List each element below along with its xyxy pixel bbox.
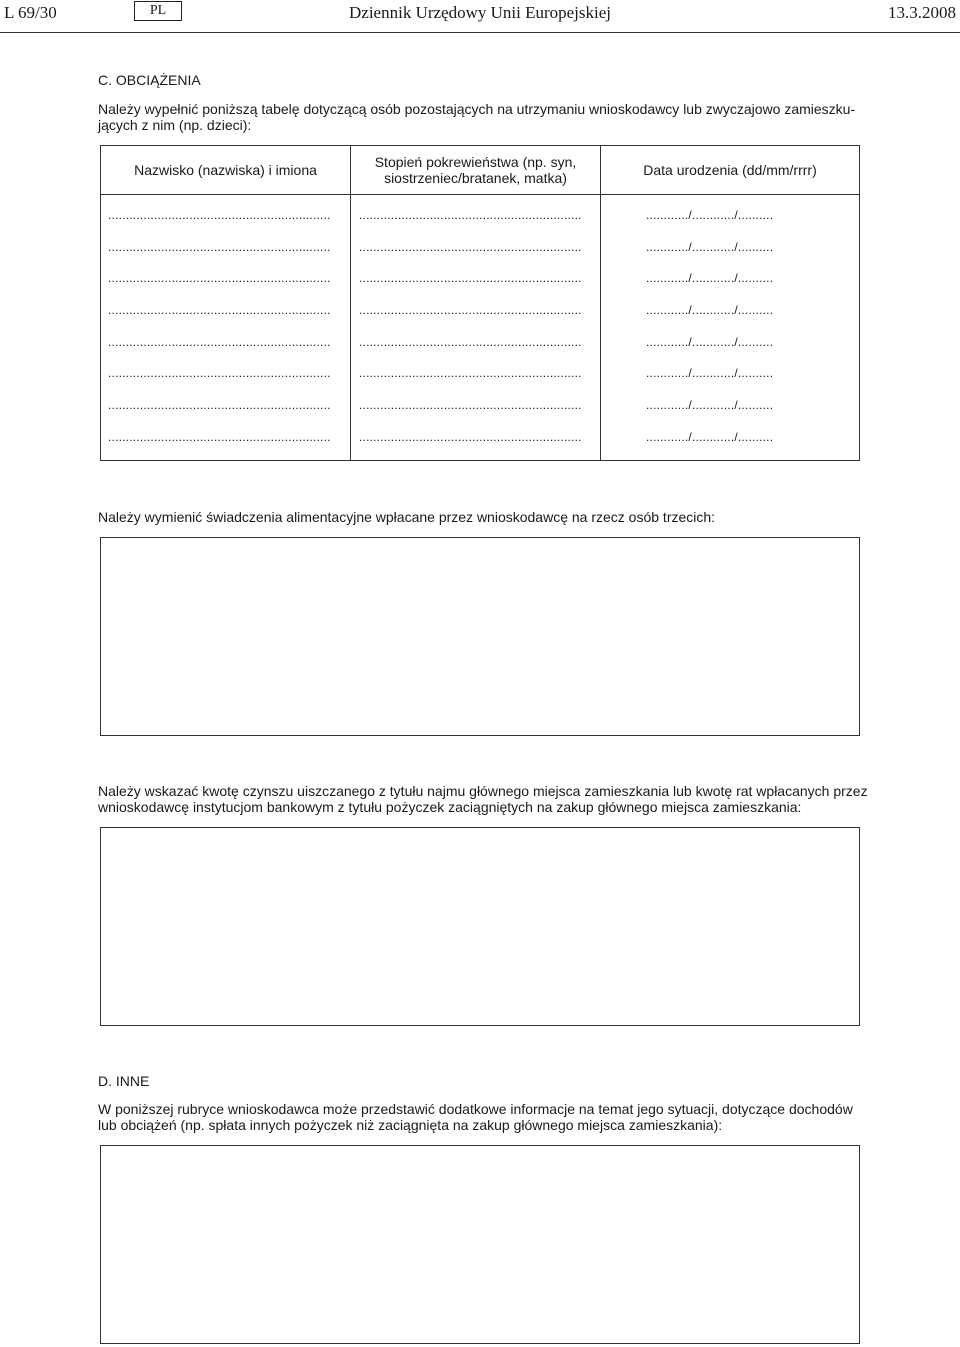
name-field[interactable]: ............................................................... <box>108 366 331 381</box>
table-header-divider <box>101 194 859 195</box>
table-row <box>101 208 859 240</box>
alimony-input-box[interactable] <box>100 537 860 736</box>
table-row <box>101 303 859 335</box>
journal-header <box>0 0 960 34</box>
relation-field[interactable]: ............................................................... <box>359 366 582 381</box>
section-c-intro: Należy wypełnić poniższą tabelę dotyczącą osób pozostających na utrzymaniu wnioskodawcy lub zwyczajowo zamieszku-jących z nim (np. dzieci): <box>98 101 856 133</box>
birthdate-field[interactable]: ............/............/.......... <box>646 398 774 413</box>
other-info-input-box[interactable] <box>100 1145 860 1344</box>
name-field[interactable]: ............................................................... <box>108 303 331 318</box>
relation-field[interactable]: ............................................................... <box>359 208 582 222</box>
section-d-heading: D. INNE <box>98 1073 150 1089</box>
relation-field[interactable]: ............................................................... <box>359 271 582 286</box>
birthdate-field[interactable]: ............/............/.......... <box>646 239 774 254</box>
birthdate-field[interactable]: ............/............/.......... <box>646 429 774 444</box>
rent-label: Należy wskazać kwotę czynszu uiszczanego z tytułu najmu głównego miejsca zamieszkania lub kwotę rat wpłacanych przez wnioskodawcę instytucjom bankowym z tytułu pożyczek zaciągniętych na zakup głównego miejsca zamieszkania: <box>98 783 868 815</box>
relation-field[interactable]: ............................................................... <box>359 334 582 349</box>
name-field[interactable]: ............................................................... <box>108 334 331 349</box>
relation-field[interactable]: ............................................................... <box>359 429 582 444</box>
table-row <box>101 271 859 303</box>
column-header-relation: Stopień pokrewieństwa (np. syn, siostrzeniec/bratanek, matka) <box>374 154 577 186</box>
table-row <box>101 430 859 462</box>
journal-title: Dziennik Urzędowy Unii Europejskiej <box>349 3 612 22</box>
relation-field[interactable]: ............................................................... <box>359 398 582 413</box>
dependants-table <box>100 145 860 461</box>
column-header-name: Nazwisko (nazwiska) i imiona <box>134 162 317 178</box>
publication-date: 13.3.2008 <box>888 3 956 22</box>
table-row <box>101 366 859 398</box>
section-d-intro: W poniższej rubryce wnioskodawca może przedstawić dodatkowe informacje na temat jego sytuacji, dotyczące dochodów lub obciążeń (np. spłata innych pożyczek niż zaciągnięta na zakup głównego miejsca zamieszkania): <box>98 1101 853 1133</box>
relation-field[interactable]: ............................................................... <box>359 239 582 254</box>
birthdate-field[interactable]: ............/............/.......... <box>646 366 774 381</box>
page-reference: L 69/30 <box>4 3 57 22</box>
name-field[interactable]: ............................................................... <box>108 271 331 286</box>
relation-field[interactable]: ............................................................... <box>359 303 582 318</box>
rent-input-box[interactable] <box>100 827 860 1026</box>
table-row <box>101 335 859 367</box>
name-field[interactable]: ............................................................... <box>108 239 331 254</box>
name-field[interactable]: ............................................................... <box>108 398 331 413</box>
column-header-birthdate: Data urodzenia (dd/mm/rrrr) <box>643 162 817 178</box>
alimony-label: Należy wymienić świadczenia alimentacyjne wpłacane przez wnioskodawcę na rzecz osób trzecich: <box>98 509 716 525</box>
birthdate-field[interactable]: ............/............/.......... <box>646 334 774 349</box>
table-row <box>101 240 859 272</box>
birthdate-field[interactable]: ............/............/.......... <box>646 271 774 286</box>
header-rule <box>0 32 960 33</box>
name-field[interactable]: ............................................................... <box>108 429 331 444</box>
table-row <box>101 398 859 430</box>
section-c-heading: C. OBCIĄŻENIA <box>98 72 201 88</box>
birthdate-field[interactable]: ............/............/.......... <box>646 208 774 222</box>
birthdate-field[interactable]: ............/............/.......... <box>646 303 774 318</box>
language-code-box: PL <box>134 1 182 21</box>
name-field[interactable]: ............................................................... <box>108 208 331 222</box>
dependants-rows <box>101 208 859 462</box>
